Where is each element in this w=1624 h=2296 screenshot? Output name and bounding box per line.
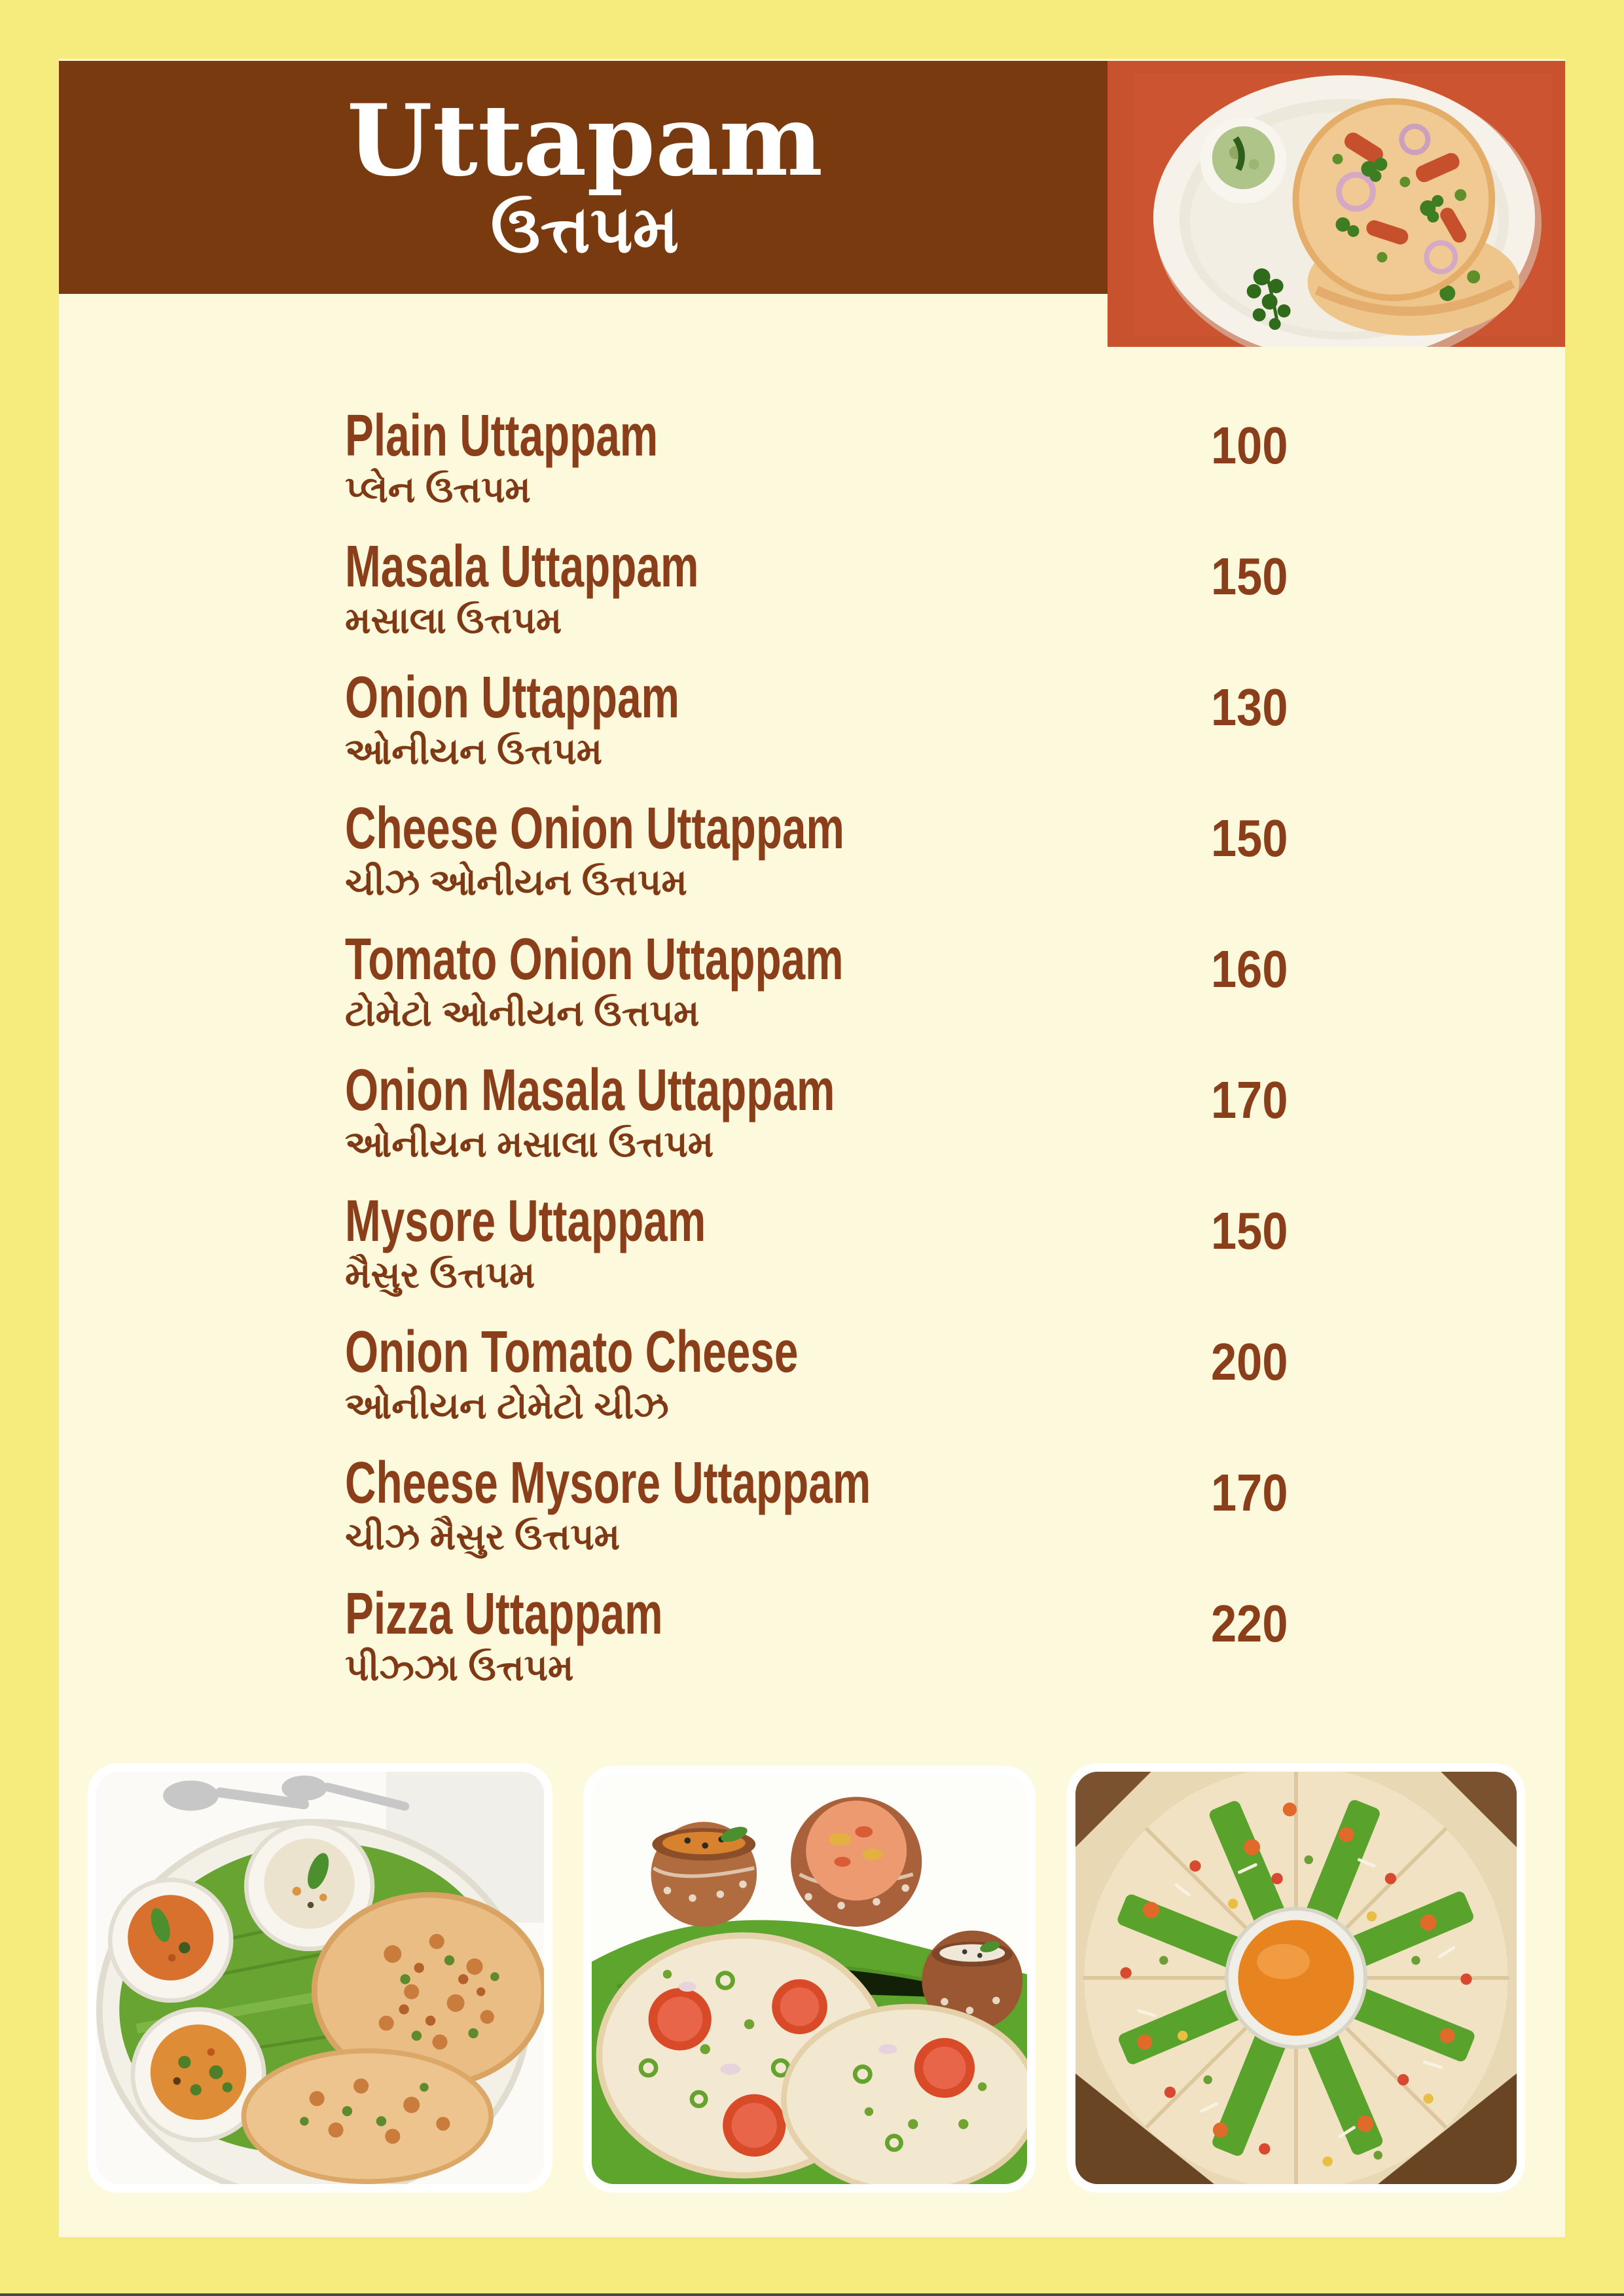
- bottom-photo-pizza-uttapam: [1067, 1763, 1525, 2193]
- menu-item-onion-tomato-cheese: [345, 1319, 1288, 1450]
- item-price: 130: [1210, 678, 1288, 736]
- item-name-gujarati: મસાલા ઉત્તપમ: [345, 600, 562, 641]
- item-name: Cheese Onion Uttappam: [345, 796, 844, 861]
- menu-item-cheese-mysore-uttappam: [345, 1450, 1288, 1581]
- item-name: Onion Uttappam: [345, 665, 679, 730]
- item-name: Mysore Uttappam: [345, 1189, 706, 1254]
- item-name: Masala Uttappam: [345, 534, 699, 600]
- menu-item-masala-uttappam: [345, 533, 1288, 664]
- menu-list: [345, 403, 1288, 1712]
- item-name-gujarati: મૈસુર ઉત્તપમ: [345, 1254, 535, 1295]
- item-price: 170: [1210, 1071, 1288, 1129]
- menu-item-tomato-onion-uttappam: [345, 926, 1288, 1057]
- item-name-gujarati: ચીઝ મૈસુર ઉત્તપમ: [345, 1516, 621, 1557]
- pizza-uttapam-illustration: [1075, 1772, 1517, 2184]
- item-name-gujarati: ઓનીયન ટોમેટો ચીઝ: [345, 1385, 669, 1426]
- menu-item-plain-uttappam: [345, 403, 1288, 533]
- item-name-gujarati: ટોમેટો ઓનીયન ઉત્તપમ: [345, 992, 700, 1033]
- menu-sheet: [59, 59, 1565, 2237]
- item-name: Plain Uttappam: [345, 403, 659, 469]
- bottom-photo-uttapam-thali: [88, 1763, 552, 2193]
- menu-item-onion-masala-uttappam: [345, 1057, 1288, 1188]
- header-food-photo: [1108, 61, 1565, 347]
- item-price: 150: [1210, 1202, 1288, 1260]
- item-name: Pizza Uttappam: [345, 1581, 663, 1647]
- header-band: [59, 61, 1111, 294]
- item-price: 160: [1210, 940, 1288, 998]
- item-name-gujarati: ચીઝ ઓનીયન ઉત્તપમ: [345, 861, 687, 903]
- item-name-gujarati: પ્લેન ઉત્તપમ: [345, 469, 531, 510]
- item-name: Cheese Mysore Uttappam: [345, 1450, 871, 1516]
- scan-edge-line: [0, 2293, 1624, 2296]
- item-price: 100: [1210, 416, 1288, 475]
- item-price: 200: [1210, 1333, 1288, 1391]
- bottom-photo-tomato-uttapam: [583, 1766, 1036, 2193]
- item-name: Onion Masala Uttappam: [345, 1058, 835, 1123]
- photo-frame: [96, 1772, 544, 2184]
- menu-item-cheese-onion-uttappam: [345, 795, 1288, 926]
- page-title-gujarati: ઉત્તપમ: [490, 193, 679, 266]
- item-price: 150: [1210, 809, 1288, 867]
- item-price: 220: [1210, 1594, 1288, 1653]
- page-title: Uttapam: [346, 83, 823, 198]
- item-price: 170: [1210, 1463, 1288, 1522]
- item-name-gujarati: ઓનીયન ઉત્તપમ: [345, 730, 603, 772]
- item-name: Onion Tomato Cheese: [345, 1319, 799, 1385]
- item-name-gujarati: ઓનીયન મસાલા ઉત્તપમ: [345, 1123, 714, 1164]
- menu-item-pizza-uttappam: [345, 1581, 1288, 1712]
- item-price: 150: [1210, 547, 1288, 605]
- tomato-uttapam-illustration: [592, 1774, 1027, 2184]
- menu-item-mysore-uttappam: [345, 1188, 1288, 1319]
- uttapam-plate-illustration: [1108, 61, 1565, 347]
- photo-frame: [1075, 1772, 1517, 2184]
- item-name: Tomato Onion Uttappam: [345, 927, 844, 992]
- menu-item-onion-uttappam: [345, 664, 1288, 795]
- photo-frame: [592, 1774, 1027, 2184]
- item-name-gujarati: પીઝ્ઝા ઉત્તપમ: [345, 1647, 574, 1688]
- uttapam-thali-illustration: [96, 1772, 544, 2184]
